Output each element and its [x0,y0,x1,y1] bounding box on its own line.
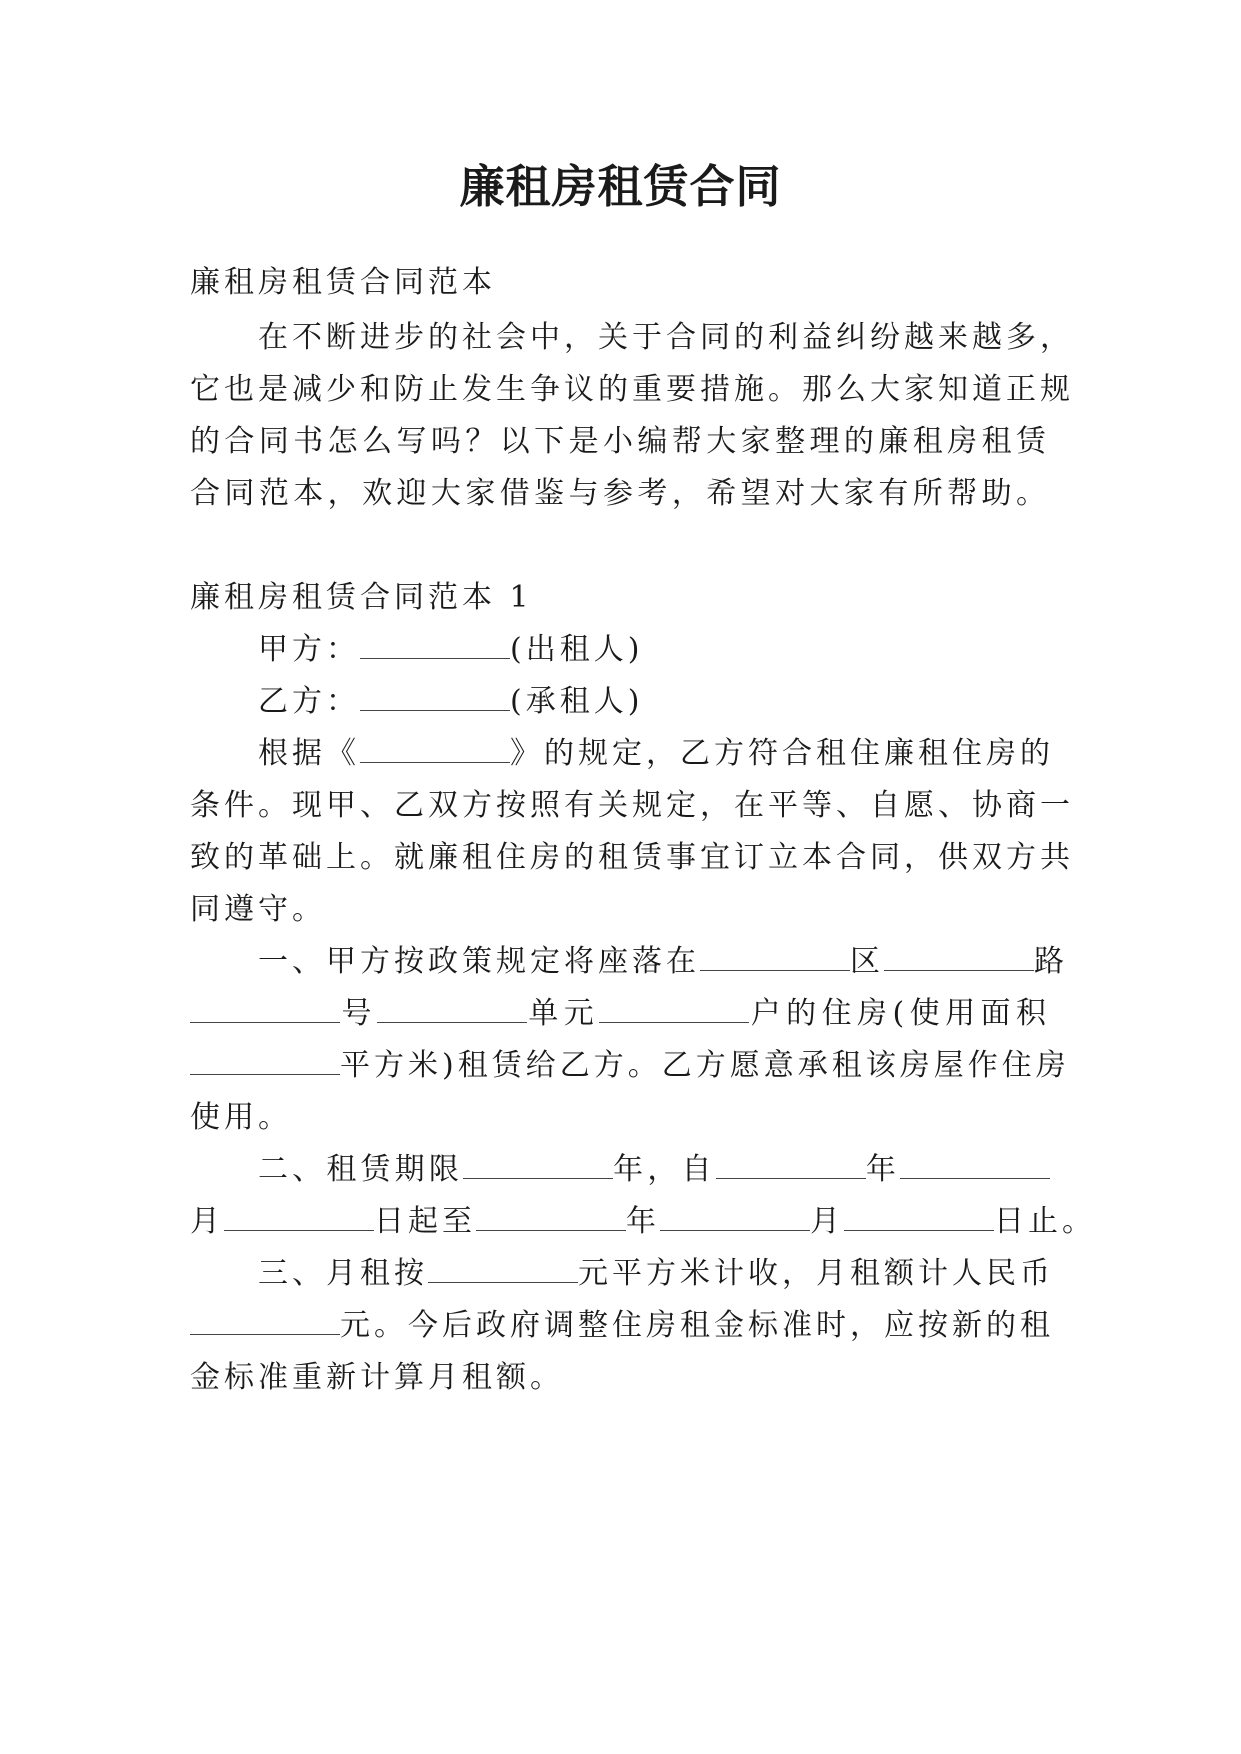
intro-line-1: 在不断进步的社会中，关于合同的利益纠纷越来越多， [258,320,1074,355]
intro-line-4: 合同范本，欢迎大家借鉴与参考，希望对大家有所帮助。 [190,476,1050,511]
basis-prefix: 根据《 [258,736,360,771]
subtitle: 廉租房租赁合同范本 [190,265,496,300]
household-blank [599,994,749,1023]
clause1-text-g: 平方米)租赁给乙方。乙方愿意承租该房屋作住房 [340,1048,1070,1083]
clause2-text-a: 二、租赁期限 [258,1152,463,1187]
rate-blank [428,1254,578,1283]
clause1-text-f: 户的住房(使用面积 [749,996,1051,1031]
rent-amount-blank [190,1306,340,1335]
clause1-text-d: 号 [340,996,377,1031]
party-a-line [258,630,1118,670]
section-title: 廉租房租赁合同范本 1 [190,580,533,615]
clause3-text-b: 元平方米计收，月租额计人民币 [578,1256,1054,1291]
area-blank [190,1046,340,1075]
basis-line-3: 致的革础上。就廉租住房的租赁事宜订立本合同，供双方共 [190,840,1074,875]
party-b-label: 乙方： [258,684,360,719]
clause2-line-2 [190,1202,1096,1242]
document-title: 廉租房租赁合同 [459,160,782,213]
clause1-line-3 [190,1046,1070,1086]
end-day-blank [844,1202,994,1231]
clause2-text-b: 年，自 [613,1152,716,1187]
party-a-label: 甲方： [258,632,360,667]
clause1-text-b: 区 [850,944,884,979]
clause1-line-4: 使用。 [190,1100,292,1135]
term-years-blank [463,1150,613,1179]
clause1-line-1 [258,942,1068,982]
clause3-line-1 [258,1254,1054,1294]
end-year-blank [476,1202,626,1231]
clause2-text-e: 日起至 [374,1204,476,1239]
start-month-blank [900,1150,1050,1179]
unit-blank [377,994,527,1023]
end-month-blank [660,1202,810,1231]
clause3-line-2 [190,1306,1054,1346]
clause2-line-1 [258,1150,1050,1190]
intro-line-3: 的合同书怎么写吗？以下是小编帮大家整理的廉租房租赁 [190,424,1050,459]
basis-law-blank [360,734,510,763]
intro-line-2: 它也是减少和防止发生争议的重要措施。那么大家知道正规 [190,372,1074,407]
clause2-text-h: 日止。 [994,1204,1096,1239]
clause1-text-a: 一、甲方按政策规定将座落在 [258,944,700,979]
party-b-blank [360,682,510,711]
clause2-text-f: 年 [626,1204,660,1239]
clause1-line-2 [190,994,1050,1034]
clause1-text-c: 路 [1034,944,1068,979]
road-blank [884,942,1034,971]
clause2-text-d: 月 [190,1204,224,1239]
party-a-blank [360,630,510,659]
clause3-text-c: 元。今后政府调整住房租金标准时，应按新的租 [340,1308,1054,1343]
clause3-line-3: 金标准重新计算月租额。 [190,1360,564,1395]
basis-suffix: 》的规定，乙方符合租住廉租住房的 [510,736,1054,771]
start-day-blank [224,1202,374,1231]
basis-line-4: 同遵守。 [190,892,326,927]
party-b-role: (承租人) [510,684,644,719]
clause3-text-a: 三、月租按 [258,1256,428,1291]
basis-line-2: 条件。现甲、乙双方按照有关规定，在平等、自愿、协商一 [190,788,1074,823]
clause1-text-e: 单元 [526,996,600,1031]
district-blank [700,942,850,971]
party-b-line [258,682,1118,722]
basis-line-1 [258,734,1054,774]
party-a-role: (出租人) [510,632,644,667]
clause2-text-g: 月 [810,1204,844,1239]
clause2-text-c: 年 [865,1152,901,1187]
number-blank [190,994,340,1023]
start-year-blank [716,1150,866,1179]
